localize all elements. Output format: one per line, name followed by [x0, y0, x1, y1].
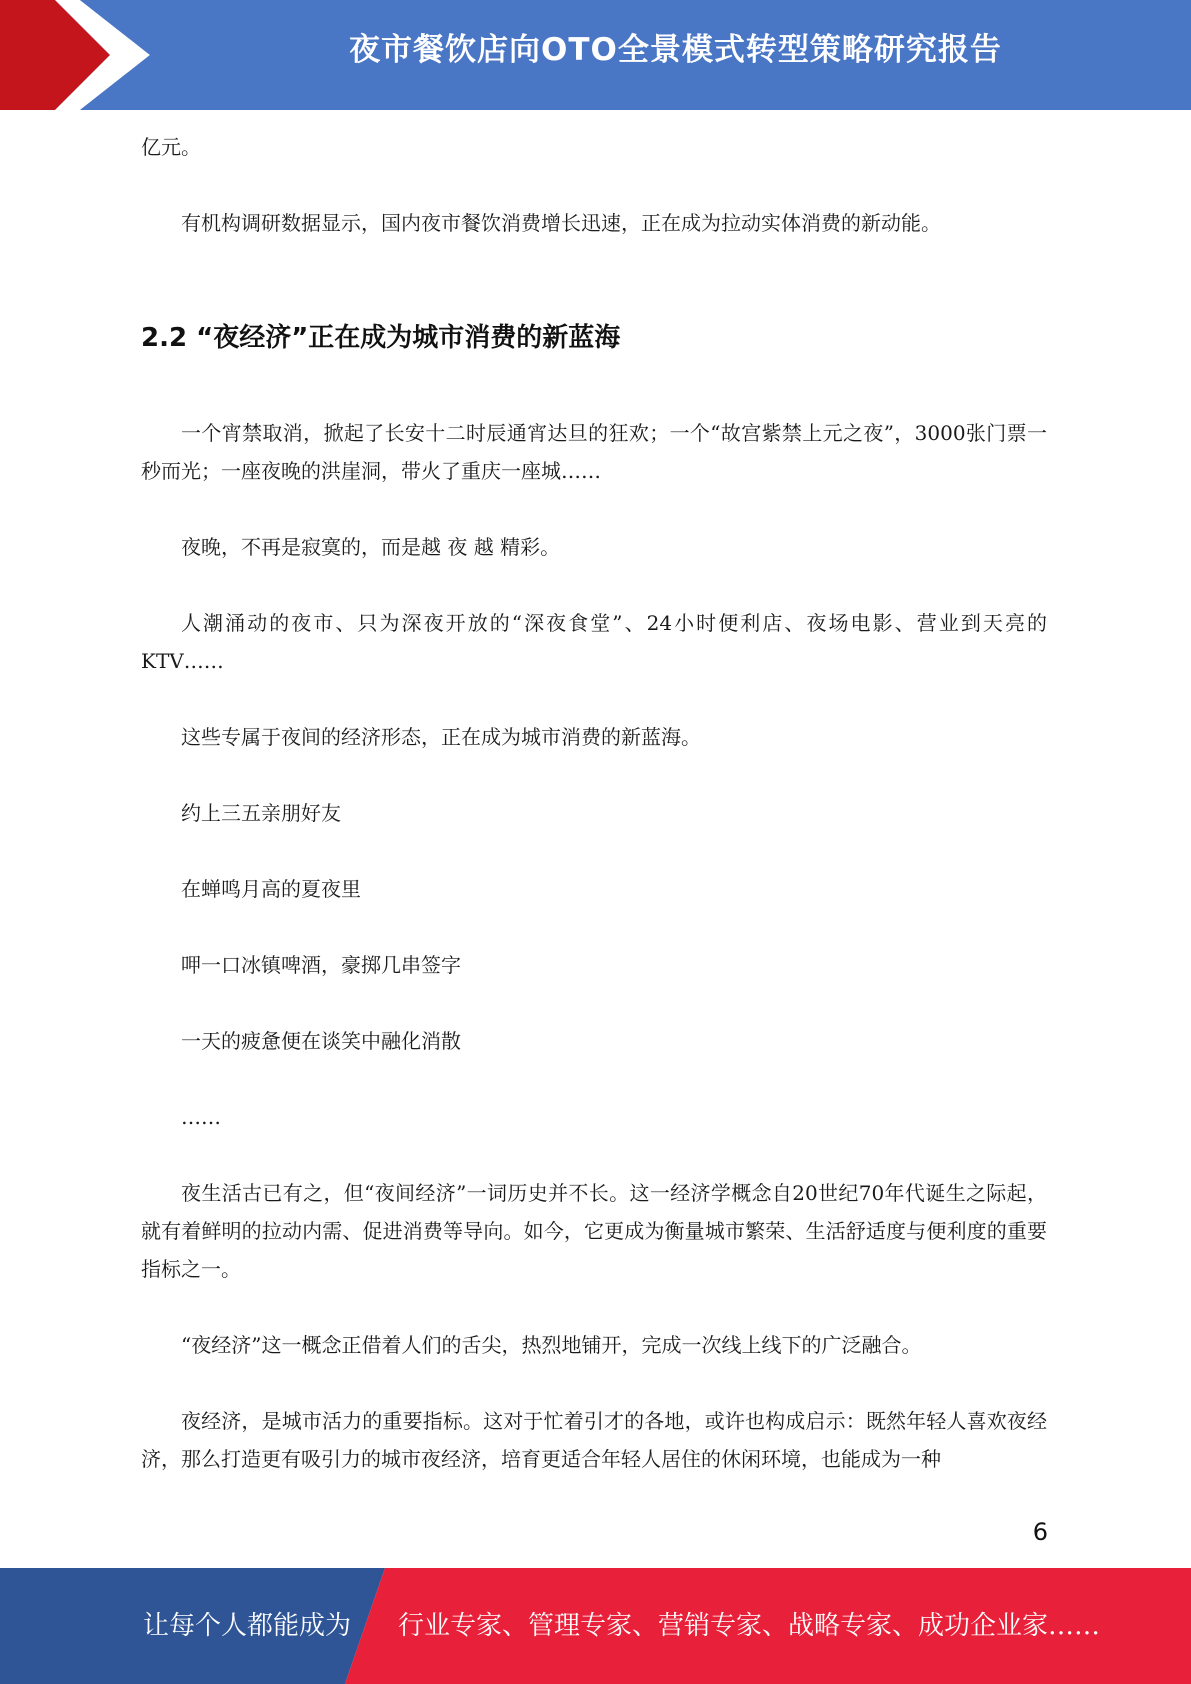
page-number: 6: [1032, 1518, 1048, 1546]
paragraph: 夜晚，不再是寂寞的，而是越 夜 越 精彩。: [181, 535, 561, 559]
poem-line: 在蝉鸣月高的夏夜里: [181, 877, 361, 901]
paragraph: 亿元。: [141, 135, 201, 159]
page-footer: [0, 1568, 1191, 1684]
poem-line: 呷一口冰镇啤酒，豪掷几串签字: [181, 953, 461, 977]
paragraph: 这些专属于夜间的经济形态，正在成为城市消费的新蓝海。: [181, 725, 701, 749]
paragraph: 一个宵禁取消，掀起了长安十二时辰通宵达旦的狂欢；一个“故宫紫禁上元之夜”，3000张门票一秒而光；一座夜晚的洪崖洞，带火了重庆一座城……: [141, 421, 1047, 483]
paragraph: “夜经济”这一概念正借着人们的舌尖，热烈地铺开，完成一次线上线下的广泛融合。: [181, 1333, 922, 1357]
ellipsis-line: ……: [181, 1105, 221, 1129]
document-body: [141, 128, 1047, 1478]
document-title: 夜市餐饮店向OTO全景模式转型策略研究报告: [349, 32, 1002, 68]
paragraph: 人潮涌动的夜市、只为深夜开放的“深夜食堂”、24小时便利店、夜场电影、营业到天亮的KTV……: [141, 611, 1047, 673]
paragraph: 夜生活古已有之，但“夜间经济”一词历史并不长。这一经济学概念自20世纪70年代诞生之际起，就有着鲜明的拉动内需、促进消费等导向。如今，它更成为衡量城市繁荣、生活舒适度与便利度的重要指标之一。: [141, 1181, 1047, 1281]
footer-slogan-left: 让每个人都能成为: [143, 1611, 352, 1641]
paragraph: 夜经济，是城市活力的重要指标。这对于忙着引才的各地，或许也构成启示：既然年轻人喜欢夜经济，那么打造更有吸引力的城市夜经济，培育更适合年轻人居住的休闲环境，也能成为一种: [141, 1409, 1047, 1471]
page-header: [0, 0, 1191, 110]
paragraph: 有机构调研数据显示，国内夜市餐饮消费增长迅速，正在成为拉动实体消费的新动能。: [181, 211, 941, 235]
section-heading: 2.2 “夜经济”正在成为城市消费的新蓝海: [141, 323, 621, 353]
header-arrow-decoration: [0, 0, 160, 110]
poem-line: 约上三五亲朋好友: [181, 801, 341, 825]
footer-slogan-right: 行业专家、管理专家、营销专家、战略专家、成功企业家……: [398, 1611, 1101, 1641]
poem-line: 一天的疲惫便在谈笑中融化消散: [181, 1029, 461, 1053]
